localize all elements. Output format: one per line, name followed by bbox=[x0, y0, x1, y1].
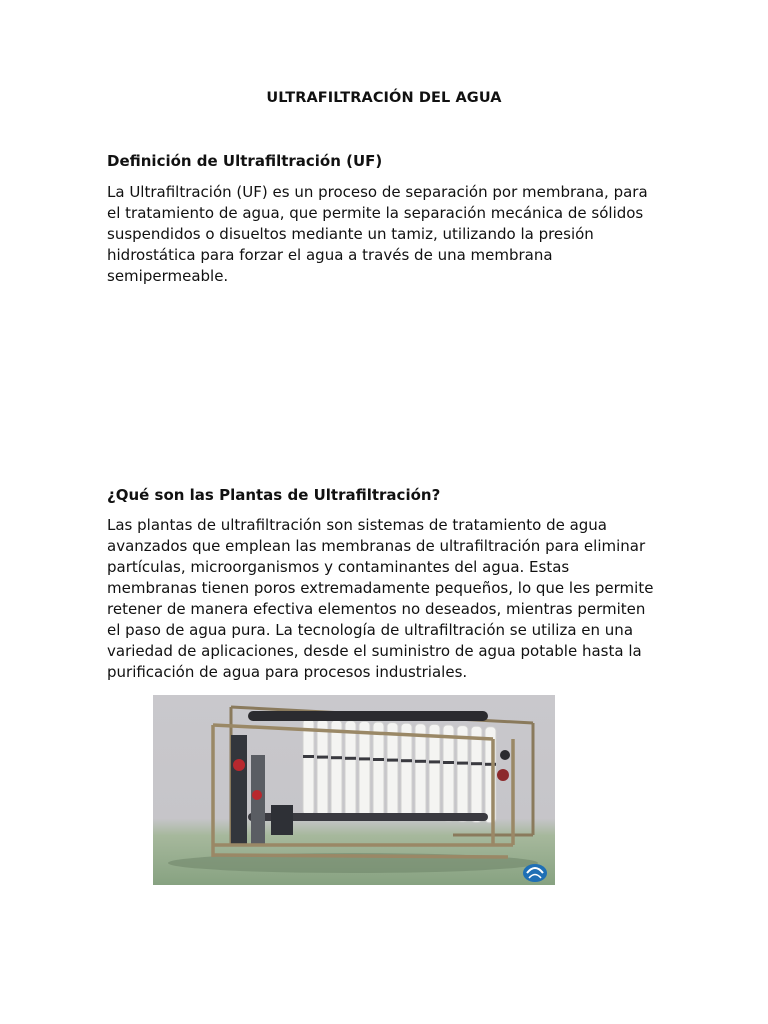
ultrafiltration-plant-photo bbox=[153, 695, 555, 885]
tube-band bbox=[471, 762, 482, 765]
paragraph-definition bbox=[107, 182, 667, 287]
membrane-tube bbox=[429, 724, 440, 820]
membrane-tube bbox=[303, 719, 314, 815]
membrane-tube bbox=[331, 720, 342, 816]
document-title: ULTRAFILTRACIÓN DEL AGUA bbox=[266, 90, 502, 106]
tube-band bbox=[373, 758, 384, 761]
tube-band bbox=[443, 761, 454, 764]
tube-band bbox=[317, 756, 328, 759]
membrane-tube bbox=[387, 723, 398, 819]
paragraph-line: membranas tienen poros extremadamente pequeños, lo que les permite bbox=[107, 579, 654, 597]
paragraph-line: retener de manera efectiva elementos no deseados, mientras permiten bbox=[107, 600, 646, 618]
paragraph-line: Las plantas de ultrafiltración son sistemas de tratamiento de agua bbox=[107, 516, 607, 534]
paragraph-line: partículas, microorganismos y contaminantes del agua. Estas bbox=[107, 558, 570, 576]
tube-band bbox=[429, 760, 440, 763]
paragraph-plants bbox=[107, 515, 667, 683]
membrane-tube bbox=[345, 721, 356, 817]
membrane-tube bbox=[317, 720, 328, 816]
membrane-tube bbox=[443, 725, 454, 821]
paragraph-line: purificación de agua para procesos industriales. bbox=[107, 663, 468, 681]
tube-band bbox=[359, 757, 370, 760]
section-heading-definition: Definición de Ultrafiltración (UF) bbox=[107, 152, 383, 170]
section-heading-plants: ¿Qué son las Plantas de Ultrafiltración? bbox=[107, 486, 441, 504]
paragraph-line: variedad de aplicaciones, desde el suministro de agua potable hasta la bbox=[107, 642, 642, 660]
paragraph-line: avanzados que emplean las membranas de ultrafiltración para eliminar bbox=[107, 537, 646, 555]
membrane-tube bbox=[359, 721, 370, 817]
membrane-tube bbox=[373, 722, 384, 818]
tube-band bbox=[415, 760, 426, 763]
paragraph-line: La Ultrafiltración (UF) es un proceso de separación por membrana, para bbox=[107, 183, 648, 201]
paragraph-line: el tratamiento de agua, que permite la separación mecánica de sólidos bbox=[107, 204, 644, 222]
tube-band bbox=[401, 759, 412, 762]
tube-band bbox=[387, 759, 398, 762]
tube-band bbox=[345, 757, 356, 760]
paragraph-line: suspendidos o disueltos mediante un tamiz, utilizando la presión bbox=[107, 225, 594, 243]
paragraph-line: hidrostática para forzar el agua a través de una membrana bbox=[107, 246, 553, 264]
plant-illustration bbox=[153, 695, 555, 885]
membrane-tube bbox=[471, 726, 482, 822]
brand-logo-icon bbox=[523, 864, 547, 882]
tube-band bbox=[303, 755, 314, 758]
membrane-tube bbox=[457, 726, 468, 822]
tube-band bbox=[457, 762, 468, 765]
tube-band bbox=[331, 756, 342, 759]
membrane-tube bbox=[401, 723, 412, 819]
paragraph-line: semipermeable. bbox=[107, 267, 229, 285]
paragraph-line: el paso de agua pura. La tecnología de ultrafiltración se utiliza en una bbox=[107, 621, 634, 639]
membrane-tube bbox=[415, 724, 426, 820]
